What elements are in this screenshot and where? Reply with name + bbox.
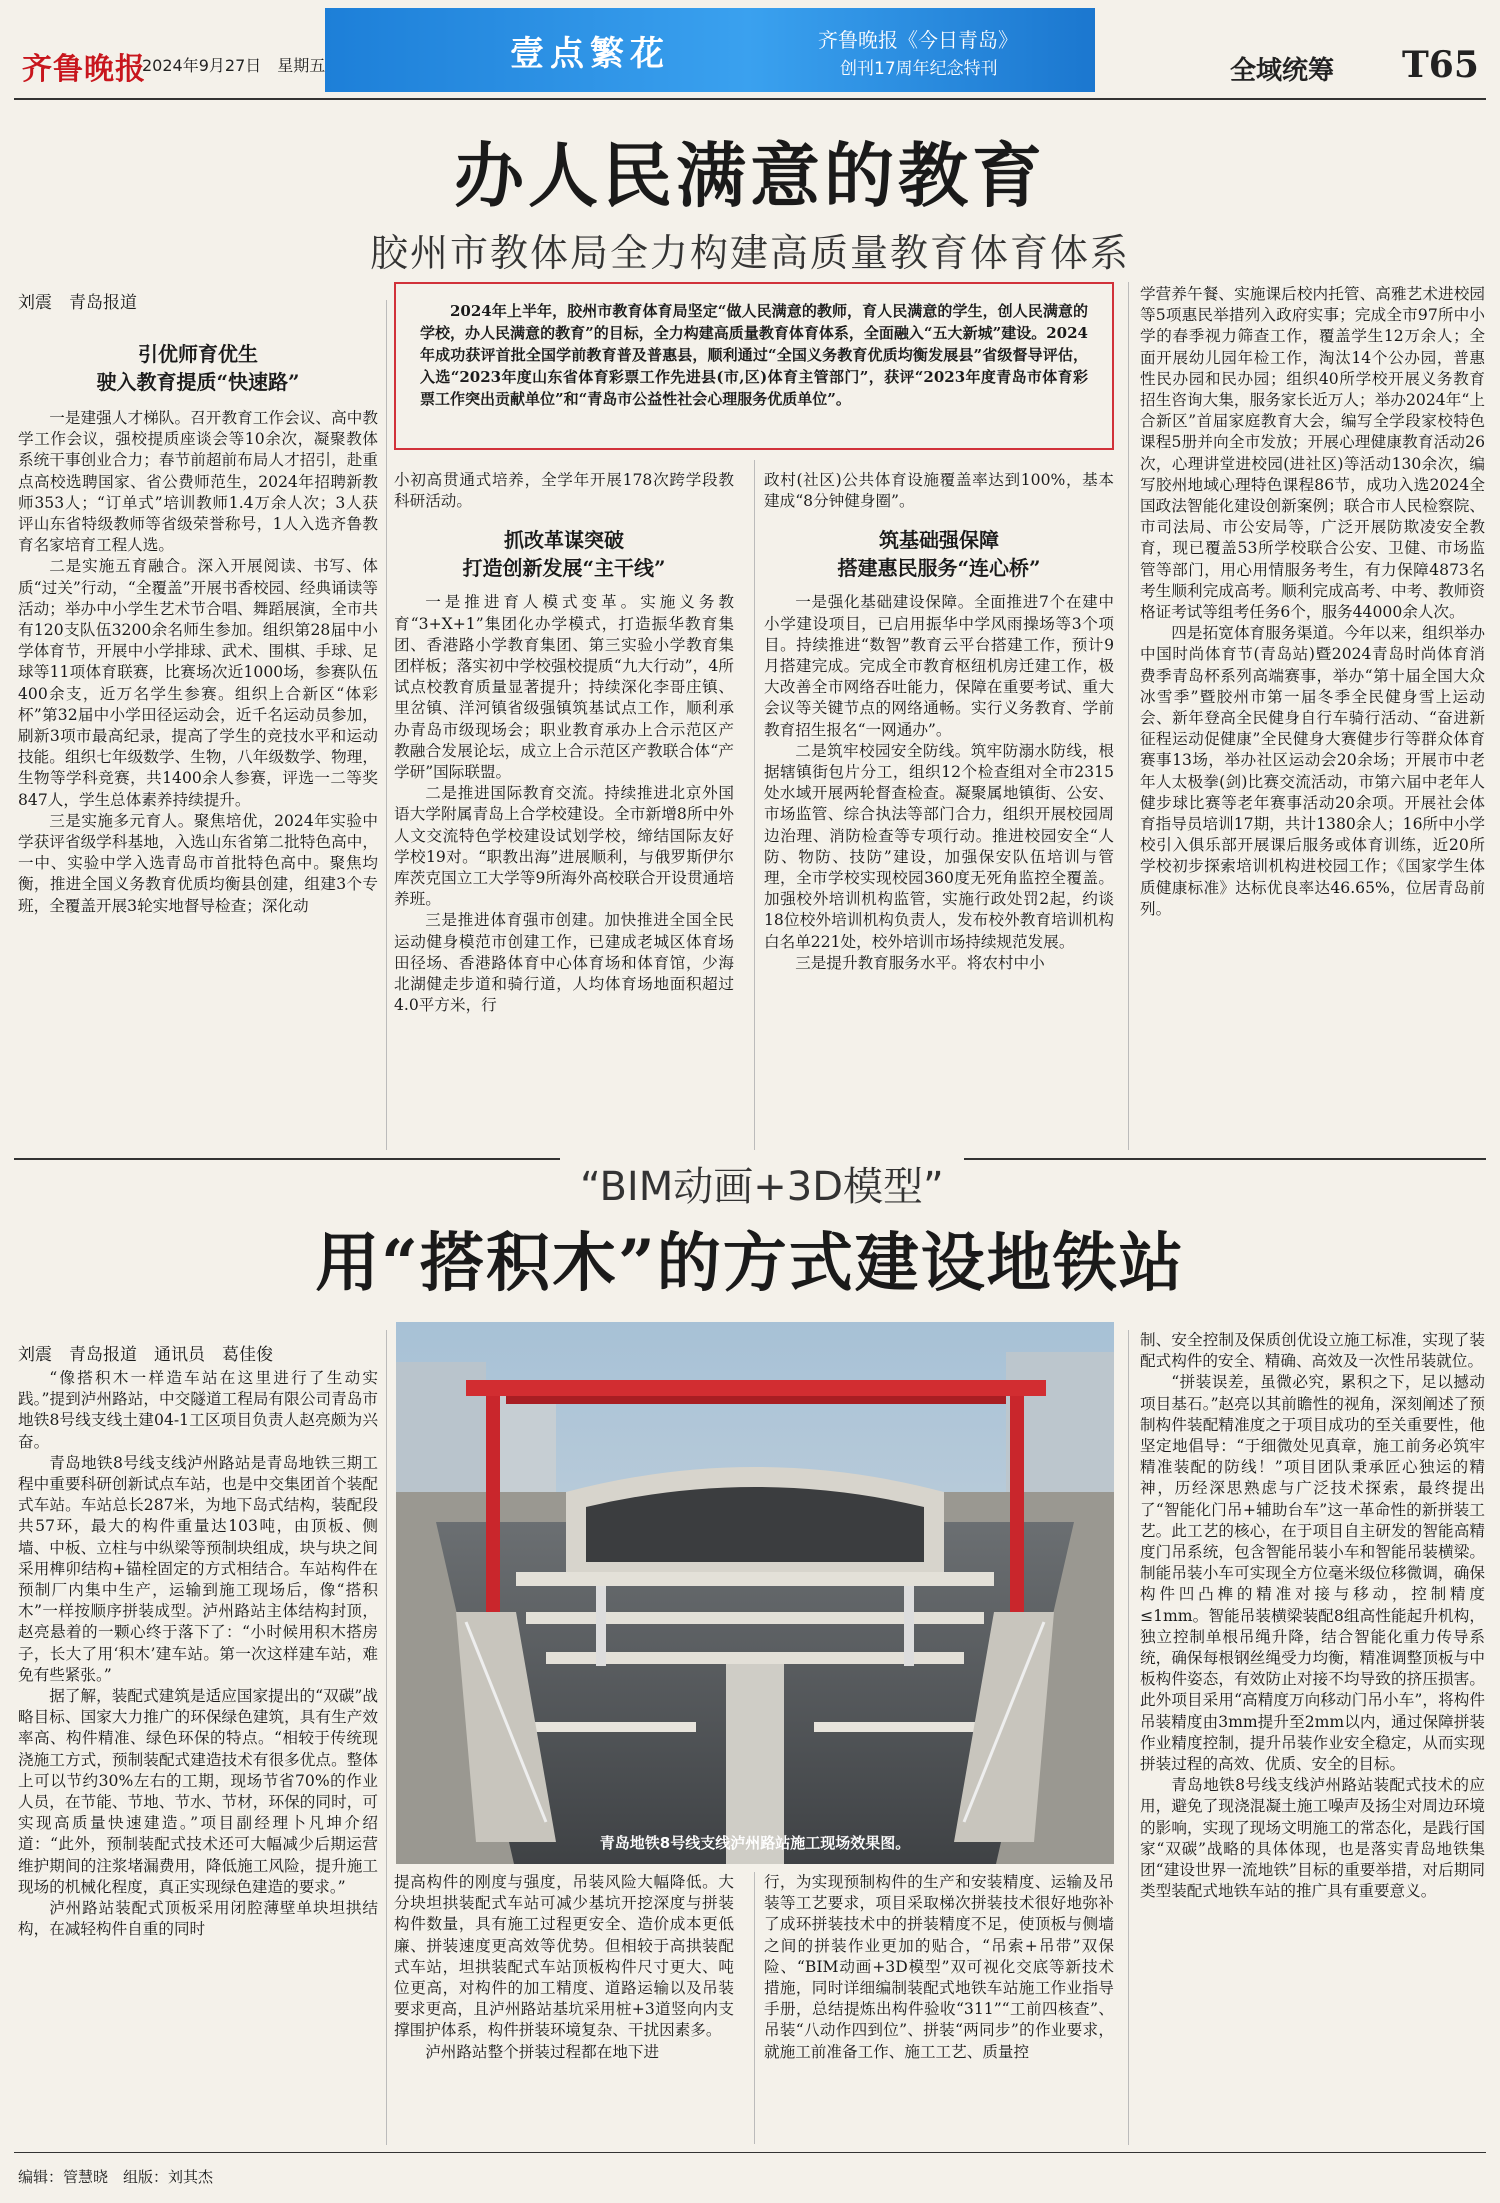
column-divider (386, 300, 387, 1150)
story1-col1-subhead: 引优师育优生 驶入教育提质“快速路” (96, 342, 300, 394)
paragraph: 泸州路站装配式顶板采用闭腔薄壁单块坦拱结构，在减轻构件自重的同时 (18, 1899, 378, 1939)
paragraph: 行，为实现预制构件的生产和安装精度、运输及吊装等工艺要求，项目采取梯次拼装技术很好地弥补了成环拼装技术中的拼装精度不足，使顶板与侧墙之间的拼装作业更加的贴合，“吊索+吊带”双保险、“BIM动画+3D模型”双可视化交底等新技术措施，同时详细编制装配式地铁车站施工作业指导手册，总结提炼出构件验收“311”“工前四核查”、吊装“八动作四到位”、拼装“两同步”的作业要求，就施工前准备工作、施工工艺、质量控 (764, 1873, 1114, 2061)
column-divider (1128, 1330, 1129, 2145)
newspaper-logo: 齐鲁晚报 (22, 52, 146, 87)
story1-col4 (1140, 284, 1485, 1146)
banner-line2: 创刊17周年纪念特刊 (840, 59, 998, 79)
column-divider (754, 460, 755, 1150)
paragraph: 学营养午餐、实施课后校内托管、高雅艺术进校园等5项惠民举措列入政府实事；完成全市97所中小学的春季视力筛查工作，覆盖学生12万余人；全面开展幼儿园年检工作，淘汰14个公办园，普惠性民办园和民办园；组织40所学校开展义务教育招生咨询大集，服务家长近万人；举办2024年“上合新区”首届家庭教育大会，编写全学段家校特色课程5册并向全市发放；开展心理健康教育活动26次，心理讲堂进校园(进社区)等活动130余次，编写胶州地域心理特色课程86节，成功入选2024全国政法智能化建设创新案例；联合市人民检察院、市司法局、市公安局等，广泛开展防欺凌安全教育，现已覆盖53所学校联合公安、卫健、市场监管等部门，用心用情服务考生，有力保障4873名考生顺利完成高考。顺利完成高考、中考、教师资格证考试等组考任务6个，服务44000余人次。 (1140, 285, 1485, 622)
paragraph: 二是实施五育融合。深入开展阅读、书写、体质“过关”行动，“全覆盖”开展书香校园、经典诵读等活动；举办中小学生艺术节合唱、舞蹈展演，全市共有120支队伍3200余名师生参加。组织第28届中小学体育节，开展中小学排球、武术、围棋、手球、足球等11项体育联赛，比赛场次近1000场，参赛队伍400余支，近万名学生参赛。组织上合新区“体彩杯”第32届中小学田径运动会，近千名运动员参加，刷新3项市最高纪录，提高了学生的竞技水平和运动技能。组织七年级数学、生物，八年级数学、物理，生物等学科竞赛，共1400余人参赛，评选一二等奖847人，学生总体素养持续提升。 (18, 557, 378, 809)
paragraph: 四是拓宽体育服务渠道。今年以来，组织举办中国时尚体育节(青岛站)暨2024青岛时尚体育消费季青岛杯系列高端赛事，举办“第十届全国大众冰雪季”暨胶州市第一届冬季全民健身雪上运动会、新年登高全民健身自行车骑行活动、“奋进新征程运动促健康”全民健身大赛健步行等群众体育赛事13场，举办社区运动会20余场；开展市中老年人太极拳(剑)比赛交流活动，市第六届中老年人健步球比赛等老年赛事活动20余项。开展社会体育指导员培训17期，共计1380余人；16所中小学校引入俱乐部开展课后服务或体育训练，近20所学校初步探索培训机构进校园工作；《国家学生体质健康标准》达标优良率达46.65%，位居青岛前列。 (1140, 624, 1485, 918)
story1-lead-box (394, 282, 1114, 450)
paragraph: 一是强化基础建设保障。全面推进7个在建中小学建设项目，已启用振华中学风雨操场等3个项目。持续推进“数智”教育云平台搭建工作，预计9月搭建完成。完成全市教育枢纽机房迁建工作，极大改善全市网络吞吐能力，保障在重要考试、重大会议等关键节点的网络通畅。实行义务教育、学前教育招生报名“一网通办”。 (764, 593, 1114, 739)
column-divider (1128, 282, 1129, 1150)
paragraph: 三是推进体育强市创建。加快推进全国全民运动健身模范市创建工作，已建成老城区体育场田径场、香港路体育中心体育场和体育馆，少海北湖健走步道和骑行道，人均体育场地面积超过4.0平方米，行 (394, 911, 734, 1015)
story2-headline: 用“搭积木”的方式建设地铁站 (315, 1226, 1185, 1301)
story1-col2-subhead: 抓改革谋突破 打造创新发展“主干线” (462, 528, 666, 581)
bottom-rule (14, 2152, 1486, 2153)
story2-col4 (1140, 1330, 1485, 2145)
section-label: 全域统筹 (1230, 56, 1335, 86)
paragraph: 一是建强人才梯队。召开教育工作会议、高中教学工作会议，强校提质座谈会等10余次，凝聚教体系统干事创业合力；春节前超前布局人才招引，赴重点高校选聘国家、省公费师范生，2024年招聘新教师353人；“订单式”培训教师1.4万余人次；3人获评山东省特级教师等省级荣誉称号，1人入选齐鲁教育名家培育工程人选。 (18, 409, 378, 555)
paragraph: 青岛地铁8号线支线泸州路站是青岛地铁三期工程中重要科研创新试点车站，也是中交集团首个装配式车站。车站总长287米，为地下岛式结构，装配段共57环，最大的构件重量达103吨，由顶板、侧墙、中板、立柱与中纵梁等预制块组成，块与块之间采用榫卯结构+锚栓固定的方式相结合。车站构件在预制厂内集中生产，运输到施工现场后，像“搭积木”一样按顺序拼装成型。泸州路站主体结构封顶，赵亮悬着的一颗心终于落下了：“小时候用积木搭房子，长大了用‘积木’建车站。第一次这样建车站，难免有些紧张。” (18, 1453, 378, 1684)
story2-col3 (764, 1872, 1114, 2144)
story2-col1 (18, 1368, 378, 2143)
story1-col3 (764, 470, 1114, 1122)
banner-title: 壹点繁花 (510, 34, 670, 74)
paragraph: 一是推进育人模式变革。实施义务教育“3+X+1”集团化办学模式，打造振华教育集团、香港路小学教育集团、第三实验小学教育集团样板；落实初中学校强校提质“九大行动”，4所试点校教育质量显著提升；持续深化李哥庄镇、里岔镇、洋河镇省级强镇筑基试点工作，顺利承办青岛市级现场会；职业教育承办上合示范区产教融合发展论坛，成立上合示范区产教联合体“产学研”国际联盟。 (394, 593, 734, 782)
banner-line1: 齐鲁晚报《今日青岛》 (818, 28, 1018, 52)
column-divider (754, 1872, 755, 2144)
paragraph: 三是实施多元育人。聚焦培优，2024年实验中学获评省级学科基地，入选山东省第二批特色高中，一中、实验中学入选青岛市首批特色高中。聚焦均衡，推进全国义务教育优质均衡县创建，组建3个专班，全覆盖开展3轮实地督导检查；深化动 (18, 811, 378, 915)
paragraph: “像搭积木一样造车站在这里进行了生动实践。”提到泸州路站，中交隧道工程局有限公司青岛市地铁8号线支线土建04-1工区项目负责人赵亮颇为兴奋。 (18, 1369, 378, 1451)
story2-col2 (394, 1872, 734, 2144)
paragraph: 小初高贯通式培养，全学年开展178次跨学段教科研活动。 (394, 471, 734, 511)
paragraph: 青岛地铁8号线支线泸州路站装配式技术的应用，避免了现浇混凝土施工噪声及扬尘对周边环境的影响，实现了现场文明施工的常态化，是践行国家“双碳”战略的具体体现，也是落实青岛地铁集团“建设世界一流地铁”目标的重要举措，对后期同类型装配式地铁车站的推广具有重要意义。 (1140, 1776, 1485, 1901)
top-rule (14, 98, 1486, 100)
page-number: T65 (1402, 44, 1479, 86)
paragraph: 三是提升教育服务水平。将农村中小 (795, 953, 1045, 972)
paragraph: 据了解，装配式建筑是适应国家提出的“双碳”战略目标、国家大力推广的环保绿色建筑，具有生产效率高、构件精准、绿色环保的特点。“相较于传统现浇施工方式，预制装配式建造技术有很多优点。整体上可以节约30%左右的工期，现场节省70%的作业人员，在节能、节地、节水、节材，环保的同时，可实现高质量快速建造。”项目副经理卜凡坤介绍道：“此外，预制装配式技术还可大幅减少后期运营维护期间的注浆堵漏费用，降低施工风险，提升施工现场的机械化程度，真正实现绿色建造的要求。” (18, 1687, 378, 1896)
paragraph: 提高构件的刚度与强度，吊装风险大幅降低。大分块坦拱装配式车站可减少基坑开挖深度与拼装构件数量，具有施工过程更安全、造价成本更低廉、拼装速度更高效等优势。但相较于高拱装配式车站，坦拱装配式车站顶板构件尺寸更大、吨位更高，对构件的加工精度、道路运输以及吊装要求更高，且泸州路站基坑采用桩+3道竖向内支撑围护体系，构件拼装环境复杂、干扰因素多。 (394, 1873, 734, 2040)
story2-byline: 刘震 青岛报道 通讯员 葛佳俊 (18, 1345, 273, 1365)
paragraph: 制、安全控制及保质创优设立施工标准，实现了装配式构件的安全、精确、高效及一次性吊装就位。 (1140, 1331, 1485, 1371)
story1-col3-subhead: 筑基础强保障 搭建惠民服务“连心桥” (837, 528, 1041, 581)
metro-station-rendering (396, 1322, 1114, 1864)
paragraph: 二是筑牢校园安全防线。筑牢防溺水防线，根据辖镇街包片分工，组织12个检查组对全市2315处水域开展两轮督查检查。凝聚属地镇街、公安、市场监管、综合执法等部门合力，组织开展校园周边治理、消防检查等专项行动。推进校园安全“人防、物防、技防”建设，加强保安队伍培训与管理，全市学校实现校园360度无死角监控全覆盖。加强校外培训机构监管，实施行政处罚2起，约谈18位校外培训机构负责人，发布校外教育培训机构白名单221处，校外培训市场持续规范发展。 (764, 741, 1114, 951)
story1-byline: 刘震 青岛报道 (18, 293, 137, 313)
paragraph: 政村(社区)公共体育设施覆盖率达到100%，基本建成“8分钟健身圈”。 (764, 471, 1114, 511)
photo-caption: 青岛地铁8号线支线泸州路站施工现场效果图。 (599, 1834, 911, 1852)
story1-col2 (394, 470, 734, 1122)
story1-col1 (18, 340, 378, 1178)
column-divider (386, 1330, 387, 2145)
station-illustration (396, 1322, 1114, 1864)
story2-kicker: “BIM动画+3D模型” (560, 1155, 964, 1212)
issue-date: 2024年9月27日 星期五 (142, 56, 326, 75)
paragraph: 二是推进国际教育交流。持续推进北京外国语大学附属青岛上合学校建设。全市新增8所中外人文交流特色学校建设试划学校，缔结国际友好学校19对。“职教出海”进展顺利，与俄罗斯伊尔库茨克国立工大学等9所海外高校联合开设贯通培养班。 (394, 784, 734, 909)
paragraph: “拼装误差，虽微必究，累积之下，足以撼动项目基石。”赵亮以其前瞻性的视角，深刻阐述了预制构件装配精准度之于项目成功的至关重要性，他坚定地倡导：“于细微处见真章，施工前务必筑牢精准装配的防线！”项目团队秉承匠心独运的精神，历经深思熟虑与广泛技术探索，最终提出了“智能化门吊+辅助台车”这一革命性的新拼装工艺。此工艺的核心，在于项目自主研发的智能高精度门吊系统，包含智能吊装小车和智能吊装横梁。制能吊装小车可实现全方位毫米级位移微调，确保构件凹凸榫的精准对接与移动，控制精度≤1mm。智能吊装横梁装配8组高性能起升机构，独立控制单根吊绳升降，结合智能化重力传导系统，确保每根钢丝绳受力均衡，精准调整顶板与中板构件姿态，有效防止对接不均导致的挤压损害。此外项目采用“高精度万向移动门吊小车”，将构件吊装精度由3mm提升至2mm以内，通过保障拼装作业精度控制，提升吊装作业安全稳定，从而实现拼装过程的高效、优质、安全的目标。 (1140, 1373, 1485, 1774)
story1-lead-text: 2024年上半年，胶州市教育体育局坚定“做人民满意的教师，育人民满意的学生，创人民满意的学校，办人民满意的教育”的目标，全力构建高质量教育体育体系，全面融入“五大新城”建设。2024年成功获评首批全国学前教育普及普惠县，顺利通过“全国义务教育优质均衡发展县”省级督导评估，入选“2023年度山东省体育彩票工作先进县(市,区)体育主管部门”，获评“2023年度青岛市体育彩票工作突出贡献单位”和“青岛市公益性社会心理服务优质单位”。 (420, 302, 1088, 408)
paragraph: 泸州路站整个拼装过程都在地下进 (425, 2042, 660, 2061)
story1-subhead: 胶州市教体局全力构建高质量教育体育体系 (369, 231, 1130, 275)
editor-credits: 编辑：管慧晓 组版：刘其杰 (18, 2168, 214, 2186)
story1-headline: 办人民满意的教育 (454, 134, 1046, 217)
